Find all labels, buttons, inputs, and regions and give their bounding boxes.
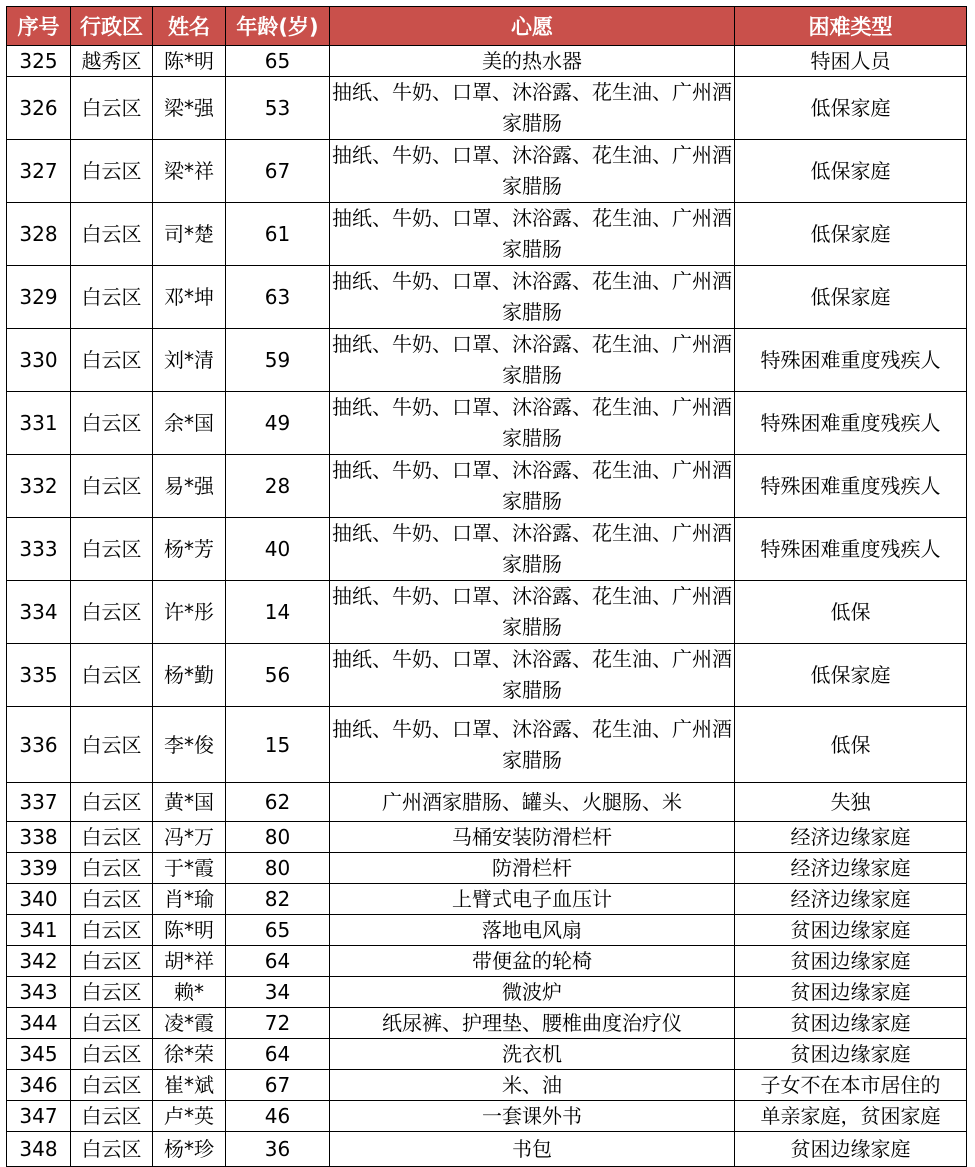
table-row (7, 581, 967, 644)
cell-name: 许*彤 (153, 581, 226, 644)
cell-district: 白云区 (71, 915, 153, 946)
cell-type: 低保家庭 (735, 77, 967, 140)
cell-age: 59 (226, 329, 330, 392)
cell-age: 46 (226, 1101, 330, 1132)
cell-no: 339 (7, 853, 71, 884)
table-row (7, 644, 967, 707)
cell-wish: 抽纸、牛奶、口罩、沐浴露、花生油、广州酒家腊肠 (330, 140, 735, 203)
cell-no: 348 (7, 1132, 71, 1167)
cell-age: 80 (226, 853, 330, 884)
cell-no: 328 (7, 203, 71, 266)
cell-age: 67 (226, 140, 330, 203)
cell-no: 326 (7, 77, 71, 140)
cell-name: 陈*明 (153, 46, 226, 77)
table-row (7, 46, 967, 77)
cell-age: 28 (226, 455, 330, 518)
cell-name: 卢*英 (153, 1101, 226, 1132)
cell-age: 63 (226, 266, 330, 329)
cell-age: 64 (226, 946, 330, 977)
table-row (7, 1008, 967, 1039)
cell-no: 335 (7, 644, 71, 707)
cell-wish: 抽纸、牛奶、口罩、沐浴露、花生油、广州酒家腊肠 (330, 455, 735, 518)
cell-type: 低保家庭 (735, 203, 967, 266)
cell-wish: 抽纸、牛奶、口罩、沐浴露、花生油、广州酒家腊肠 (330, 266, 735, 329)
cell-type: 低保 (735, 707, 967, 783)
cell-no: 345 (7, 1039, 71, 1070)
cell-district: 白云区 (71, 392, 153, 455)
cell-wish: 纸尿裤、护理垫、腰椎曲度治疗仪 (330, 1008, 735, 1039)
cell-name: 刘*清 (153, 329, 226, 392)
table-row (7, 140, 967, 203)
cell-district: 白云区 (71, 518, 153, 581)
wish-table (6, 6, 967, 1167)
cell-no: 342 (7, 946, 71, 977)
cell-name: 梁*强 (153, 77, 226, 140)
cell-name: 梁*祥 (153, 140, 226, 203)
table-row (7, 783, 967, 822)
cell-type: 特殊困难重度残疾人 (735, 518, 967, 581)
cell-no: 338 (7, 822, 71, 853)
cell-type: 低保家庭 (735, 266, 967, 329)
table-row (7, 329, 967, 392)
cell-name: 胡*祥 (153, 946, 226, 977)
table-row (7, 455, 967, 518)
cell-name: 李*俊 (153, 707, 226, 783)
cell-no: 327 (7, 140, 71, 203)
table-row (7, 853, 967, 884)
header-age: 年龄(岁) (226, 7, 330, 46)
cell-wish: 抽纸、牛奶、口罩、沐浴露、花生油、广州酒家腊肠 (330, 392, 735, 455)
table-row (7, 1039, 967, 1070)
cell-district: 白云区 (71, 329, 153, 392)
cell-name: 黄*国 (153, 783, 226, 822)
cell-district: 白云区 (71, 1070, 153, 1101)
cell-type: 低保家庭 (735, 644, 967, 707)
cell-wish: 书包 (330, 1132, 735, 1167)
table-row (7, 884, 967, 915)
cell-type: 贫困边缘家庭 (735, 1008, 967, 1039)
header-type: 困难类型 (735, 7, 967, 46)
cell-district: 白云区 (71, 1132, 153, 1167)
cell-district: 白云区 (71, 266, 153, 329)
cell-district: 白云区 (71, 977, 153, 1008)
cell-age: 67 (226, 1070, 330, 1101)
cell-wish: 抽纸、牛奶、口罩、沐浴露、花生油、广州酒家腊肠 (330, 581, 735, 644)
cell-wish: 一套课外书 (330, 1101, 735, 1132)
cell-district: 白云区 (71, 853, 153, 884)
cell-no: 329 (7, 266, 71, 329)
cell-no: 344 (7, 1008, 71, 1039)
cell-type: 经济边缘家庭 (735, 822, 967, 853)
cell-wish: 洗衣机 (330, 1039, 735, 1070)
header-row (7, 7, 967, 46)
cell-type: 单亲家庭，贫困家庭 (735, 1101, 967, 1132)
cell-name: 陈*明 (153, 915, 226, 946)
cell-wish: 抽纸、牛奶、口罩、沐浴露、花生油、广州酒家腊肠 (330, 203, 735, 266)
cell-district: 白云区 (71, 707, 153, 783)
cell-wish: 防滑栏杆 (330, 853, 735, 884)
cell-district: 白云区 (71, 203, 153, 266)
header-district: 行政区 (71, 7, 153, 46)
cell-name: 杨*珍 (153, 1132, 226, 1167)
table-row (7, 822, 967, 853)
cell-district: 白云区 (71, 946, 153, 977)
cell-district: 白云区 (71, 1101, 153, 1132)
cell-age: 40 (226, 518, 330, 581)
cell-age: 62 (226, 783, 330, 822)
cell-type: 贫困边缘家庭 (735, 1039, 967, 1070)
table-row (7, 1070, 967, 1101)
cell-district: 白云区 (71, 884, 153, 915)
cell-wish: 抽纸、牛奶、口罩、沐浴露、花生油、广州酒家腊肠 (330, 329, 735, 392)
cell-age: 80 (226, 822, 330, 853)
cell-age: 61 (226, 203, 330, 266)
cell-wish: 美的热水器 (330, 46, 735, 77)
cell-age: 53 (226, 77, 330, 140)
cell-name: 于*霞 (153, 853, 226, 884)
cell-age: 72 (226, 1008, 330, 1039)
cell-age: 15 (226, 707, 330, 783)
cell-age: 65 (226, 915, 330, 946)
cell-district: 白云区 (71, 1008, 153, 1039)
table-row (7, 266, 967, 329)
table-row (7, 915, 967, 946)
cell-type: 低保 (735, 581, 967, 644)
cell-wish: 抽纸、牛奶、口罩、沐浴露、花生油、广州酒家腊肠 (330, 644, 735, 707)
cell-no: 336 (7, 707, 71, 783)
cell-district: 白云区 (71, 644, 153, 707)
cell-name: 邓*坤 (153, 266, 226, 329)
cell-district: 白云区 (71, 140, 153, 203)
cell-type: 特殊困难重度残疾人 (735, 455, 967, 518)
cell-district: 白云区 (71, 783, 153, 822)
cell-name: 凌*霞 (153, 1008, 226, 1039)
cell-wish: 上臂式电子血压计 (330, 884, 735, 915)
table-row (7, 1132, 967, 1167)
table-row (7, 392, 967, 455)
cell-no: 346 (7, 1070, 71, 1101)
cell-no: 337 (7, 783, 71, 822)
cell-type: 低保家庭 (735, 140, 967, 203)
cell-wish: 落地电风扇 (330, 915, 735, 946)
cell-age: 34 (226, 977, 330, 1008)
cell-wish: 马桶安装防滑栏杆 (330, 822, 735, 853)
table-row (7, 946, 967, 977)
cell-type: 失独 (735, 783, 967, 822)
cell-type: 贫困边缘家庭 (735, 1132, 967, 1167)
cell-name: 崔*斌 (153, 1070, 226, 1101)
cell-age: 49 (226, 392, 330, 455)
header-name: 姓名 (153, 7, 226, 46)
cell-no: 341 (7, 915, 71, 946)
table-row (7, 977, 967, 1008)
header-no: 序号 (7, 7, 71, 46)
cell-district: 白云区 (71, 77, 153, 140)
cell-wish: 微波炉 (330, 977, 735, 1008)
cell-type: 特困人员 (735, 46, 967, 77)
cell-no: 332 (7, 455, 71, 518)
header-wish: 心愿 (330, 7, 735, 46)
cell-no: 325 (7, 46, 71, 77)
cell-type: 特殊困难重度残疾人 (735, 392, 967, 455)
cell-age: 64 (226, 1039, 330, 1070)
cell-name: 余*国 (153, 392, 226, 455)
cell-name: 杨*勤 (153, 644, 226, 707)
cell-name: 司*楚 (153, 203, 226, 266)
cell-age: 14 (226, 581, 330, 644)
cell-type: 贫困边缘家庭 (735, 915, 967, 946)
cell-district: 白云区 (71, 1039, 153, 1070)
cell-name: 赖* (153, 977, 226, 1008)
cell-no: 343 (7, 977, 71, 1008)
cell-no: 330 (7, 329, 71, 392)
cell-wish: 广州酒家腊肠、罐头、火腿肠、米 (330, 783, 735, 822)
cell-no: 331 (7, 392, 71, 455)
cell-district: 越秀区 (71, 46, 153, 77)
cell-name: 肖*瑜 (153, 884, 226, 915)
cell-name: 冯*万 (153, 822, 226, 853)
table-row (7, 707, 967, 783)
table-body (7, 46, 967, 1167)
cell-name: 徐*荣 (153, 1039, 226, 1070)
cell-age: 82 (226, 884, 330, 915)
cell-age: 36 (226, 1132, 330, 1167)
cell-type: 子女不在本市居住的 (735, 1070, 967, 1101)
cell-name: 杨*芳 (153, 518, 226, 581)
cell-wish: 米、油 (330, 1070, 735, 1101)
cell-no: 347 (7, 1101, 71, 1132)
cell-no: 334 (7, 581, 71, 644)
table-row (7, 518, 967, 581)
table-row (7, 1101, 967, 1132)
cell-type: 贫困边缘家庭 (735, 946, 967, 977)
table-row (7, 203, 967, 266)
cell-type: 贫困边缘家庭 (735, 977, 967, 1008)
cell-wish: 抽纸、牛奶、口罩、沐浴露、花生油、广州酒家腊肠 (330, 518, 735, 581)
cell-district: 白云区 (71, 822, 153, 853)
cell-wish: 抽纸、牛奶、口罩、沐浴露、花生油、广州酒家腊肠 (330, 77, 735, 140)
cell-no: 333 (7, 518, 71, 581)
cell-name: 易*强 (153, 455, 226, 518)
cell-type: 特殊困难重度残疾人 (735, 329, 967, 392)
cell-wish: 带便盆的轮椅 (330, 946, 735, 977)
cell-type: 经济边缘家庭 (735, 853, 967, 884)
cell-district: 白云区 (71, 581, 153, 644)
cell-age: 65 (226, 46, 330, 77)
cell-type: 经济边缘家庭 (735, 884, 967, 915)
cell-no: 340 (7, 884, 71, 915)
cell-age: 56 (226, 644, 330, 707)
cell-district: 白云区 (71, 455, 153, 518)
cell-wish: 抽纸、牛奶、口罩、沐浴露、花生油、广州酒家腊肠 (330, 707, 735, 783)
table-row (7, 77, 967, 140)
